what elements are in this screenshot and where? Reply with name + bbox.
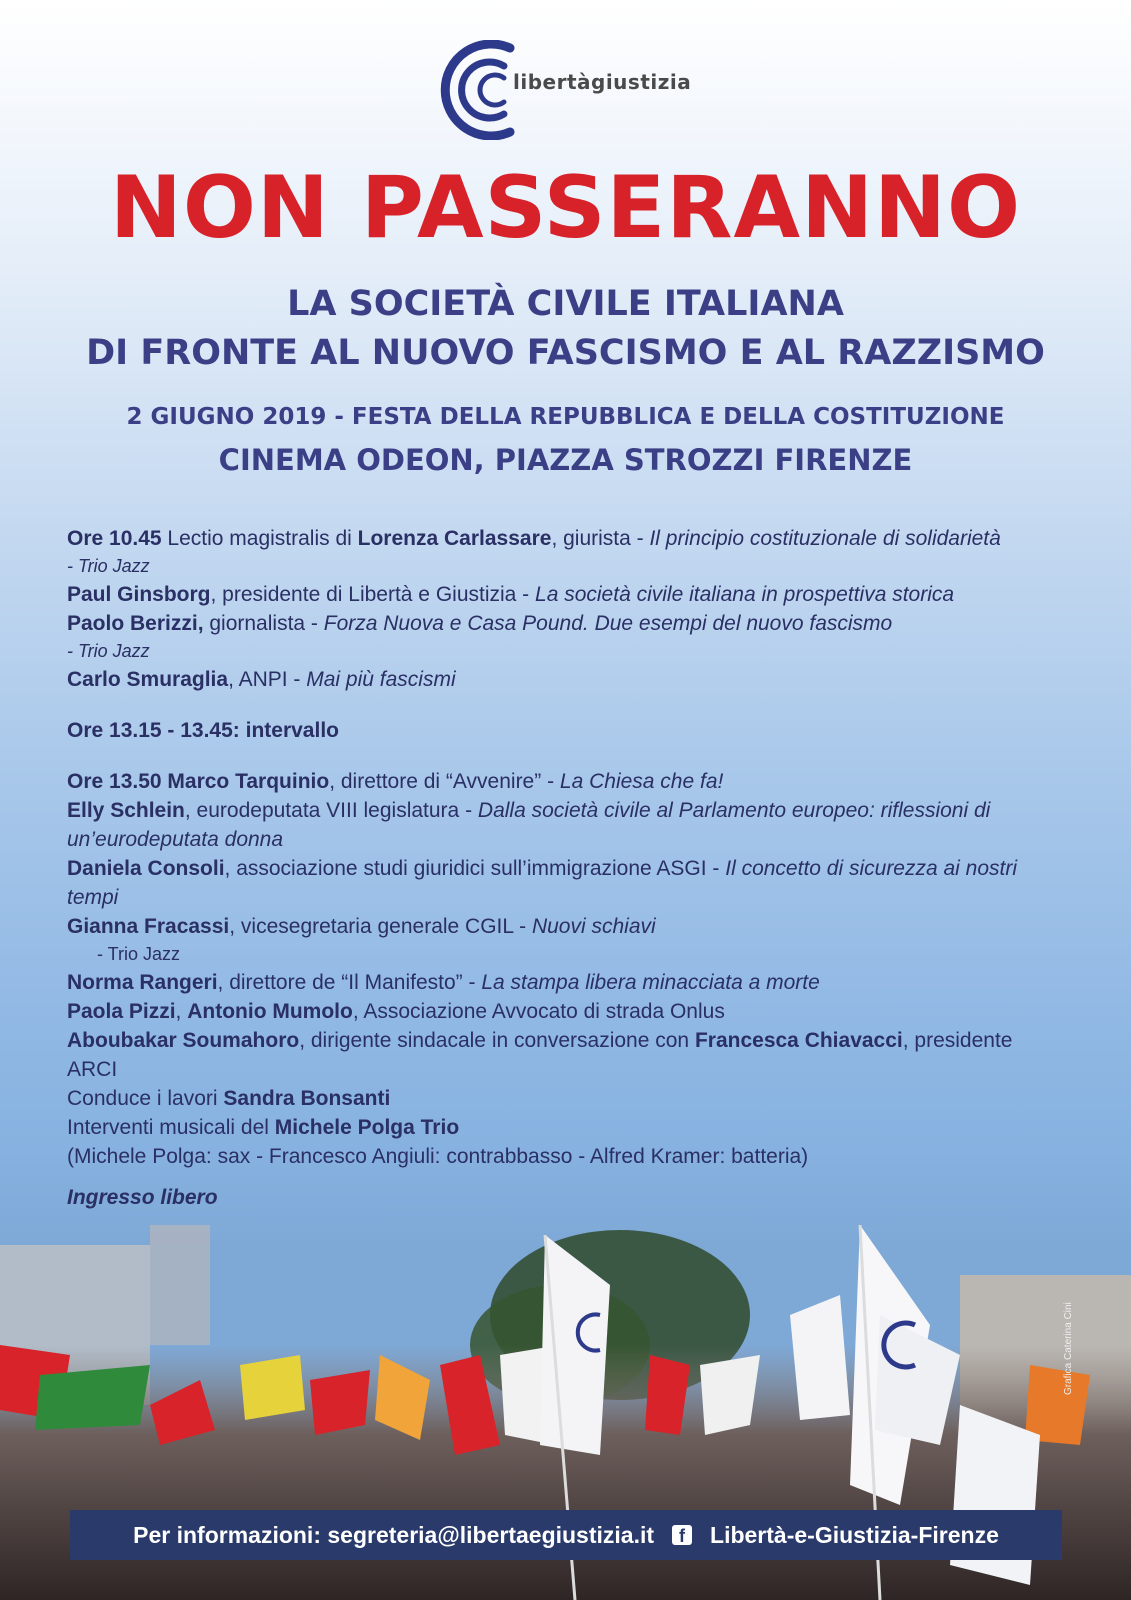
speaker-role: , direttore di “Avvenire” - — [329, 770, 560, 793]
program-item — [67, 1084, 1067, 1113]
speaker-name: Sandra Bonsanti — [223, 1087, 391, 1110]
talk-title: La Chiesa che fa! — [559, 770, 724, 793]
photo-credit: Grafica Caterina Cini — [1063, 1302, 1074, 1395]
program-item — [67, 1026, 1067, 1084]
spacer — [67, 1171, 1067, 1177]
program-item — [67, 665, 1067, 694]
program-text: , — [175, 1000, 188, 1023]
program-text: Conduce i lavori — [67, 1087, 224, 1110]
talk-title: Il concetto di sicurezza ai nostri tempi — [67, 857, 1018, 909]
facebook-icon: f — [672, 1525, 692, 1545]
program-item — [67, 997, 1067, 1026]
spacer — [67, 745, 1067, 767]
speaker-name: Elly Schlein — [67, 799, 185, 822]
logo-text: libertàgiustizia — [513, 70, 692, 94]
talk-title: Nuovi schiavi — [531, 915, 656, 938]
logo-mark-icon — [418, 40, 528, 140]
speaker-name: Paolo Berizzi, — [67, 612, 204, 635]
talk-title: La stampa libera minacciata a morte — [481, 971, 820, 994]
main-title: NON PASSERANNO — [109, 158, 1022, 258]
speaker-role: , presidente ARCI — [67, 1029, 1013, 1081]
speaker-name: Gianna Fracassi — [67, 915, 230, 938]
program-text: , giurista - — [551, 527, 650, 550]
speaker-name: Francesca Chiavacci — [694, 1029, 903, 1052]
jazz-interlude: - Trio Jazz — [67, 556, 150, 576]
contact-info[interactable]: Per informazioni: segreteria@libertaegiustizia.it — [133, 1521, 655, 1548]
program-item — [67, 580, 1067, 609]
program-text: Lectio magistralis di — [161, 527, 358, 550]
program-time: Ore 10.45 — [67, 527, 162, 550]
program-item — [67, 1113, 1067, 1142]
logo — [418, 40, 718, 140]
speaker-name: Daniela Consoli — [67, 857, 225, 880]
speaker-name: Carlo Smuraglia — [67, 668, 229, 691]
speaker-name: Antonio Mumolo — [187, 1000, 353, 1023]
speaker-name: Paola Pizzi — [67, 1000, 176, 1023]
program-item — [67, 767, 1067, 796]
event-date: 2 GIUGNO 2019 - FESTA DELLA REPUBBLICA E DELLA COSTITUZIONE — [126, 404, 1005, 430]
talk-title: Forza Nuova e Casa Pound. Due esempi del nuovo fascismo — [323, 612, 893, 635]
talk-title: Dalla società civile al Parlamento europeo: riflessioni di un’eurodeputata donna — [67, 799, 991, 851]
jazz-interlude: - Trio Jazz — [67, 641, 150, 661]
speaker-name: Aboubakar Soumahoro — [67, 1029, 300, 1052]
speaker-role: , eurodeputata VIII legislatura - — [184, 799, 478, 822]
subtitle-line-1: LA SOCIETÀ CIVILE ITALIANA — [287, 284, 844, 324]
speaker-role: , ANPI - — [228, 668, 307, 691]
speaker-name: Ore 13.50 Marco Tarquinio — [67, 770, 330, 793]
event-venue: CINEMA ODEON, PIAZZA STROZZI FIRENZE — [218, 443, 913, 477]
footer-bar — [70, 1510, 1062, 1560]
facebook-page[interactable]: Libertà-e-Giustizia-Firenze — [710, 1521, 999, 1548]
program — [67, 524, 1067, 1212]
musicians: (Michele Polga: sax - Francesco Angiuli: contrabbasso - Alfred Kramer: batteria) — [67, 1145, 809, 1168]
speaker-name: Michele Polga Trio — [274, 1116, 460, 1139]
program-item — [67, 912, 1067, 941]
program-item — [67, 524, 1067, 553]
program-item — [67, 796, 1067, 854]
speaker-role: , dirigente sindacale in conversazione con — [299, 1029, 695, 1052]
entry-note: Ingresso libero — [67, 1186, 218, 1209]
speaker-role: , presidente di Libertà e Giustizia - — [210, 583, 536, 606]
speaker-name: Paul Ginsborg — [67, 583, 211, 606]
speaker-role: , vicesegretaria generale CGIL - — [229, 915, 532, 938]
spacer — [67, 694, 1067, 716]
speaker-role: , Associazione Avvocato di strada Onlus — [352, 1000, 725, 1023]
program-item — [67, 609, 1067, 638]
speaker-role: , associazione studi giuridici sull’immigrazione ASGI - — [224, 857, 726, 880]
program-text: Interventi musicali del — [67, 1116, 275, 1139]
program-item — [67, 854, 1067, 912]
talk-title: Il principio costituzionale di solidarietà — [649, 527, 1001, 550]
subtitle-line-2: DI FRONTE AL NUOVO FASCISMO E AL RAZZISMO — [86, 333, 1045, 373]
talk-title: La società civile italiana in prospettiva storica — [535, 583, 955, 606]
program-break — [67, 716, 1067, 745]
speaker-role: , direttore de “Il Manifesto” - — [217, 971, 482, 994]
break-text: Ore 13.15 - 13.45: intervallo — [67, 719, 339, 742]
jazz-interlude: - Trio Jazz — [97, 944, 181, 964]
speaker-name: Norma Rangeri — [67, 971, 218, 994]
speaker-role: giornalista - — [203, 612, 324, 635]
program-item — [67, 968, 1067, 997]
talk-title: Mai più fascismi — [306, 668, 456, 691]
speaker-name: Lorenza Carlassare — [357, 527, 552, 550]
